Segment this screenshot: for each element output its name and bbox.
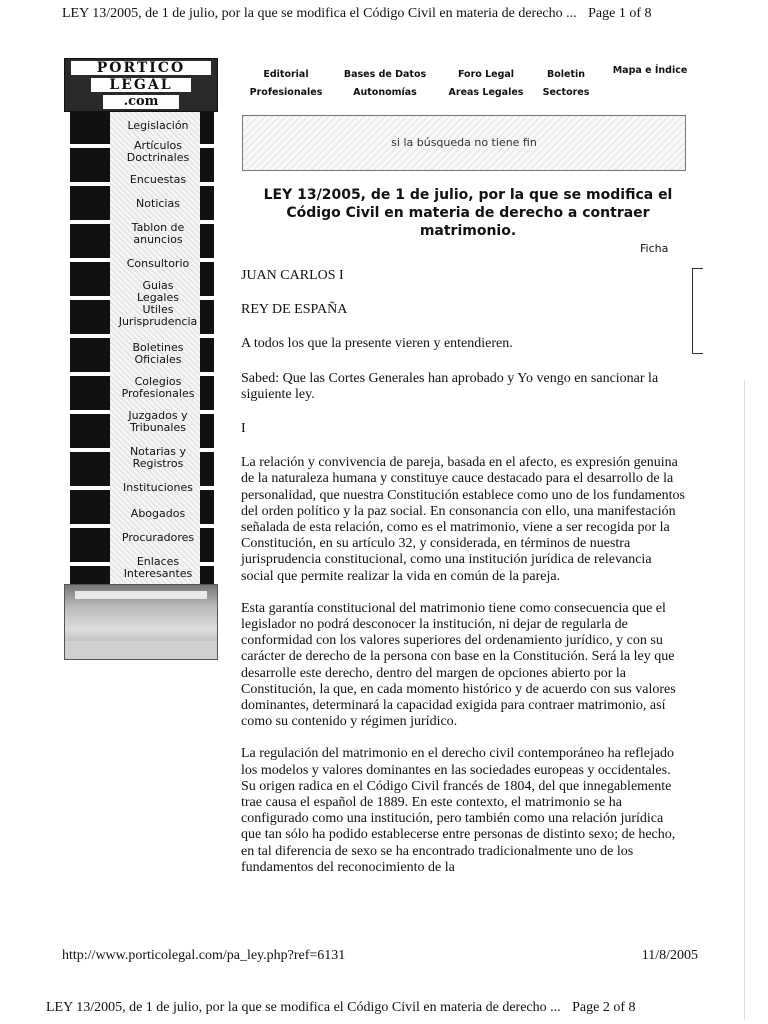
paragraph-body: La regulación del matrimonio en el derecho civil contemporáneo ha reflejado los modelos y valores dominantes en las sociedades europeas y occidentales. Su origen radica en el Código Civil francés de 1804, del que innegablemente trae causa el español de 1889. En este contexto, el matrimonio se ha configurado como una institución, pero también como una relación jurídica que tan sólo ha podido establecerse entre personas de distinto sexo; de hecho, en tal diferencia de sexo se ha encontrado tradicionalmente uno de los fundamentos del reconocimiento de la (241, 746, 676, 875)
topnav-bases-line1: Bases de Datos (343, 69, 427, 80)
sidebar-item-jurisprudencia[interactable]: Jurisprudencia (118, 315, 198, 328)
print-header-title: LEY 13/2005, de 1 de julio, por la que se modifica el Código Civil en materia de derecho ... (46, 1000, 561, 1015)
sidebar-item-legislacion[interactable]: Legislación (127, 119, 189, 132)
topnav-boletin-line1: Boletin (546, 69, 586, 80)
column-base-cap (75, 591, 207, 599)
paragraph-body: Esta garantía constitucional del matrimonio tiene como consecuencia que el legislador no podrá desconocer la institución, ni dejar de regularla de conformidad con los valores superiores del ordenamiento jurídico, y con su carácter de derecho de la persona con base en la Constitución. Será la ley que desarrolle este derecho, dentro del margen de opciones abierto por la Constitución, la que, en cada momento histórico y de acuerdo con sus valores dominantes, determinará la capacidad exigida para contraer matrimonio, así como su contenido y régimen jurídico. (241, 600, 676, 730)
topnav-bases-line2: Autonomías (353, 87, 417, 98)
topnav-foro-line2: Areas Legales (448, 87, 524, 98)
sidebar-item-juzgados[interactable]: Juzgados y Tribunales (128, 409, 188, 434)
sidebar-item-abogados[interactable]: Abogados (130, 507, 186, 520)
sidebar-item-procuradores[interactable]: Procuradores (121, 531, 195, 544)
logo-line-legal: LEGAL (91, 78, 191, 92)
print-page-number: Page 2 of 8 (572, 1000, 636, 1015)
topnav-mapa-line1: Mapa e Índice (612, 65, 688, 76)
section-numeral: I (241, 421, 246, 437)
column-base (64, 584, 218, 660)
print-page-number: Page 1 of 8 (588, 6, 652, 21)
document-body (241, 268, 685, 876)
sidebar (64, 58, 234, 658)
paragraph-body: La relación y convivencia de pareja, basada en el afecto, es expresión genuina de la naturaleza humana y constituye cauce destacado para el desarrollo de la personalidad, que nuestra Constitución establece como uno de los fundamentos del orden político y la paz social. En consonancia con ello, una manifestación señalada de esta relación, como es el matrimonio, viene a ser recogida por la Constitución, en su artículo 32, y considerada, en términos de nuestra jurisprudencia constitucional, como una institución jurídica de relevancia social que permite realizar la vida en común de la pareja. (241, 455, 686, 584)
sidebar-item-guias[interactable]: Guias Legales Utiles (137, 279, 179, 316)
sidebar-item-enlaces[interactable]: Enlaces Interesantes (123, 555, 193, 580)
sidebar-item-noticias[interactable]: Noticias (136, 197, 180, 210)
logo-line-com: .com (103, 95, 179, 109)
paragraph-todos: A todos los que la presente vieren y entendieren. (241, 336, 513, 352)
topnav-boletin-line2: Sectores (542, 87, 590, 98)
print-header-title: LEY 13/2005, de 1 de julio, por la que se modifica el Código Civil en materia de derecho ... (62, 6, 577, 21)
topnav-editorial-line2: Profesionales (249, 87, 323, 98)
logo-line-portico: PORTICO (71, 61, 211, 75)
sidebar-item-notarias[interactable]: Notarias y Registros (129, 445, 187, 470)
sidebar-item-encuestas[interactable]: Encuestas (129, 173, 187, 186)
topnav-foro-line1: Foro Legal (457, 69, 515, 80)
ficha-link[interactable]: Ficha (640, 242, 669, 255)
print-header (62, 6, 652, 22)
topnav-boletin[interactable] (534, 66, 598, 102)
topnav-editorial[interactable] (244, 66, 328, 102)
sidebar-item-articulos[interactable]: Artículos Doctrinales (126, 139, 190, 164)
topnav-mapa-indice[interactable] (606, 62, 694, 80)
sidebar-item-boletines[interactable]: Boletines Oficiales (132, 341, 184, 366)
topnav-editorial-line1: Editorial (263, 69, 309, 80)
paragraph-rey: REY DE ESPAÑA (241, 302, 348, 318)
print-footer-url: http://www.porticolegal.com/pa_ley.php?ref=6131 (62, 948, 346, 963)
paragraph-sabed: Sabed: Que las Cortes Generales han aprobado y Yo vengo en sancionar la siguiente ley. (241, 370, 659, 402)
print-footer (62, 948, 698, 964)
paragraph-king: JUAN CARLOS I (241, 268, 344, 283)
print-footer-date: 11/8/2005 (641, 948, 698, 963)
search-banner-text: si la búsqueda no tiene fin (391, 136, 537, 149)
topnav-foro-legal[interactable] (444, 66, 528, 102)
page-edge-line (744, 380, 745, 1020)
topnav-bases-datos[interactable] (338, 66, 432, 102)
sidebar-item-consultorio[interactable]: Consultorio (126, 257, 190, 270)
sidebar-item-tablon[interactable]: Tablon de anuncios (131, 221, 185, 246)
sidebar-item-colegios[interactable]: Colegios Profesionales (121, 375, 195, 400)
column-plinth (65, 641, 217, 659)
site-logo[interactable] (64, 58, 218, 112)
document-title: LEY 13/2005, de 1 de julio, por la que se modifica el Código Civil en materia de derecho a contraer matrimonio. (263, 187, 673, 239)
side-bracket (692, 268, 703, 354)
search-banner[interactable] (242, 115, 686, 171)
sidebar-item-instituciones[interactable]: Instituciones (123, 481, 193, 494)
print-header-next-page (46, 1000, 636, 1016)
